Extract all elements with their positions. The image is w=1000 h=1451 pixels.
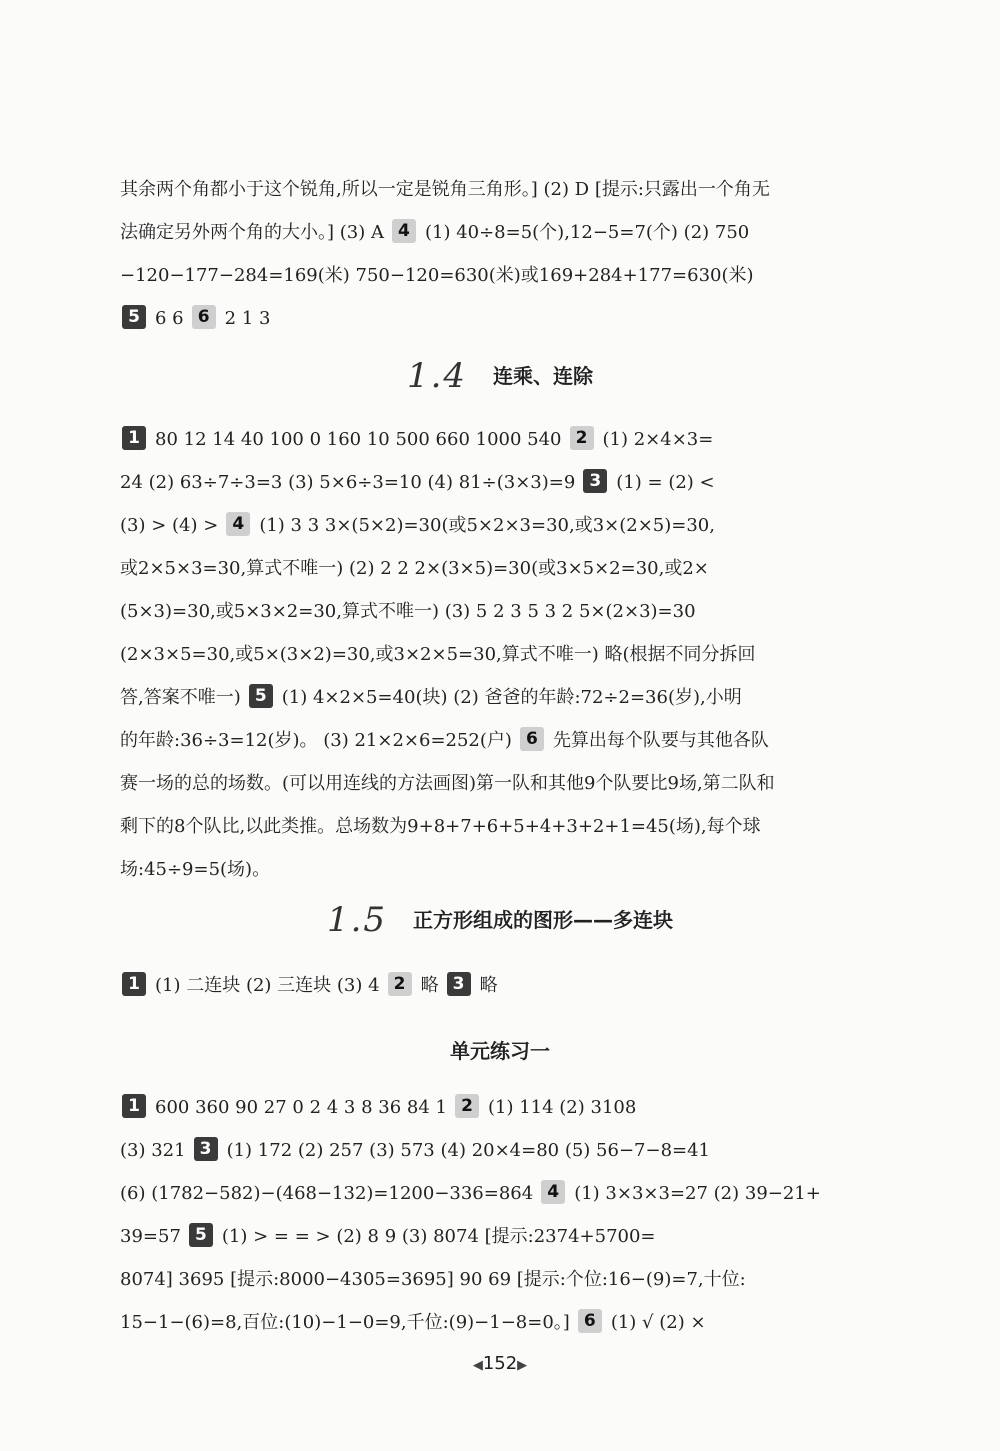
question-number-badge: 6: [192, 305, 216, 329]
section-number: 1.4: [406, 356, 468, 396]
answer-text: 略: [420, 975, 439, 996]
question-number-badge: 2: [388, 972, 412, 996]
answer-text: 80 12 14 40 100 0 160 10 500 660 1000 540: [155, 429, 562, 450]
question-number-badge: 3: [447, 972, 471, 996]
answer-text: (1) 2×4×3=: [602, 429, 714, 450]
answer-text: (3) > (4) >: [120, 515, 219, 536]
question-number-badge: 1: [122, 1094, 146, 1118]
unit-practice-title: 单元练习一: [450, 1039, 550, 1063]
answer-text: 的年龄:36÷3=12(岁)。 (3) 21×2×6=252(户): [120, 730, 512, 751]
question-number-badge: 1: [122, 426, 146, 450]
answer-line: [120, 1129, 882, 1172]
answer-line: [120, 805, 882, 848]
answer-line: [120, 1215, 882, 1258]
answer-line: [120, 254, 882, 297]
answer-line: [120, 297, 882, 340]
section-title: 连乘、连除: [493, 364, 594, 388]
answer-text: 答,答案不唯一): [120, 687, 241, 708]
answer-text: 或2×5×3=30,算式不唯一) (2) 2 2 2×(3×5)=30(或3×5×2=30,或2×: [120, 558, 709, 579]
answer-text: −120−177−284=169(米) 750−120=630(米)或169+284+177=630(米): [120, 265, 754, 286]
answer-line: [120, 590, 882, 633]
answer-text: 39=57: [120, 1226, 181, 1247]
question-number-badge: 2: [570, 426, 594, 450]
answer-text: 24 (2) 63÷7÷3=3 (3) 5×6÷3=10 (4) 81÷(3×3)=9: [120, 472, 576, 493]
question-number-badge: 4: [392, 219, 416, 243]
answer-text: (1) 114 (2) 3108: [487, 1097, 637, 1118]
question-number-badge: 3: [583, 469, 607, 493]
answer-text: 略: [479, 975, 498, 996]
answer-line: [120, 211, 882, 254]
question-number-badge: 1: [122, 972, 146, 996]
section-1-4-answers: [120, 418, 882, 891]
answer-line: [120, 848, 882, 891]
answer-text: 剩下的8个队比,以此类推。总场数为9+8+7+6+5+4+3+2+1=45(场),每个球: [120, 816, 761, 837]
answer-text: (1) > = = > (2) 8 9 (3) 8074 [提示:2374+5700=: [221, 1226, 656, 1247]
answer-text: (1) 172 (2) 257 (3) 573 (4) 20×4=80 (5) 56−7−8=41: [226, 1140, 711, 1161]
answer-line: [120, 1301, 882, 1344]
answer-text: 先算出每个队要与其他各队: [552, 730, 769, 751]
question-number-badge: 5: [189, 1223, 213, 1247]
answer-text: 6 6: [155, 308, 184, 329]
question-number-badge: 2: [455, 1094, 479, 1118]
next-arrow-icon: ▶: [517, 1358, 528, 1373]
question-number-badge: 3: [194, 1137, 218, 1161]
answer-line: [120, 547, 882, 590]
answer-text: 15−1−(6)=8,百位:(10)−1−0=9,千位:(9)−1−8=0。]: [120, 1312, 570, 1333]
section-title: 正方形组成的图形——多连块: [413, 908, 674, 932]
question-number-badge: 5: [122, 305, 146, 329]
answer-line: [120, 719, 882, 762]
answer-line: [120, 418, 882, 461]
answer-text: 赛一场的总的场数。(可以用连线的方法画图)第一队和其他9个队要比9场,第二队和: [120, 773, 775, 794]
answer-text: (1) 二连块 (2) 三连块 (3) 4: [155, 975, 380, 996]
answer-line: [120, 504, 882, 547]
answer-text: (3) 321: [120, 1140, 186, 1161]
question-number-badge: 4: [541, 1180, 565, 1204]
section-heading-1-4: [0, 356, 1000, 396]
question-number-badge: 4: [226, 512, 250, 536]
answer-text: 其余两个角都小于这个锐角,所以一定是锐角三角形。] (2) D [提示:只露出一个角无: [120, 179, 770, 200]
section-1-3-continued: [120, 168, 882, 340]
answer-text: 场:45÷9=5(场)。: [120, 859, 271, 880]
answer-line: [120, 676, 882, 719]
section-number: 1.5: [326, 900, 388, 940]
answer-text: 2 1 3: [224, 308, 271, 329]
answer-line: [120, 964, 882, 1007]
question-number-badge: 6: [520, 727, 544, 751]
answer-text: (6) (1782−582)−(468−132)=1200−336=864: [120, 1183, 534, 1204]
answer-text: (1) 4×2×5=40(块) (2) 爸爸的年龄:72÷2=36(岁),小明: [281, 687, 742, 708]
section-1-5-answers: [120, 964, 882, 1007]
answer-text: 法确定另外两个角的大小。] (3) A: [120, 222, 384, 243]
question-number-badge: 5: [249, 684, 273, 708]
answer-text: 8074] 3695 [提示:8000−4305=3695] 90 69 [提示:个位:16−(9)=7,十位:: [120, 1269, 746, 1290]
answer-text: (1) √ (2) ×: [610, 1312, 706, 1333]
section-heading-1-5: [0, 900, 1000, 940]
answer-text: (1) 3 3 3×(5×2)=30(或5×2×3=30,或3×(2×5)=30,: [259, 515, 715, 536]
question-number-badge: 6: [578, 1309, 602, 1333]
answer-text: (2×3×5=30,或5×(3×2)=30,或3×2×5=30,算式不唯一) 略(根据不同分拆回: [120, 644, 756, 665]
answer-line: [120, 1086, 882, 1129]
answer-text: (1) 3×3×3=27 (2) 39−21+: [574, 1183, 821, 1204]
prev-arrow-icon: ◀: [472, 1358, 483, 1373]
answer-text: (1) 40÷8=5(个),12−5=7(个) (2) 750: [424, 222, 750, 243]
unit-practice-answers: [120, 1086, 882, 1344]
answer-line: [120, 461, 882, 504]
answer-text: (1) = (2) <: [616, 472, 715, 493]
answer-text: 600 360 90 27 0 2 4 3 8 36 84 1: [155, 1097, 447, 1118]
answer-line: [120, 762, 882, 805]
answer-line: [120, 633, 882, 676]
answer-line: [120, 1172, 882, 1215]
answer-line: [120, 1258, 882, 1301]
page-number: 152: [482, 1353, 518, 1374]
answer-text: (5×3)=30,或5×3×2=30,算式不唯一) (3) 5 2 3 5 3 2 5×(2×3)=30: [120, 601, 696, 622]
page-footer: [0, 1353, 1000, 1374]
answer-line: [120, 168, 882, 211]
